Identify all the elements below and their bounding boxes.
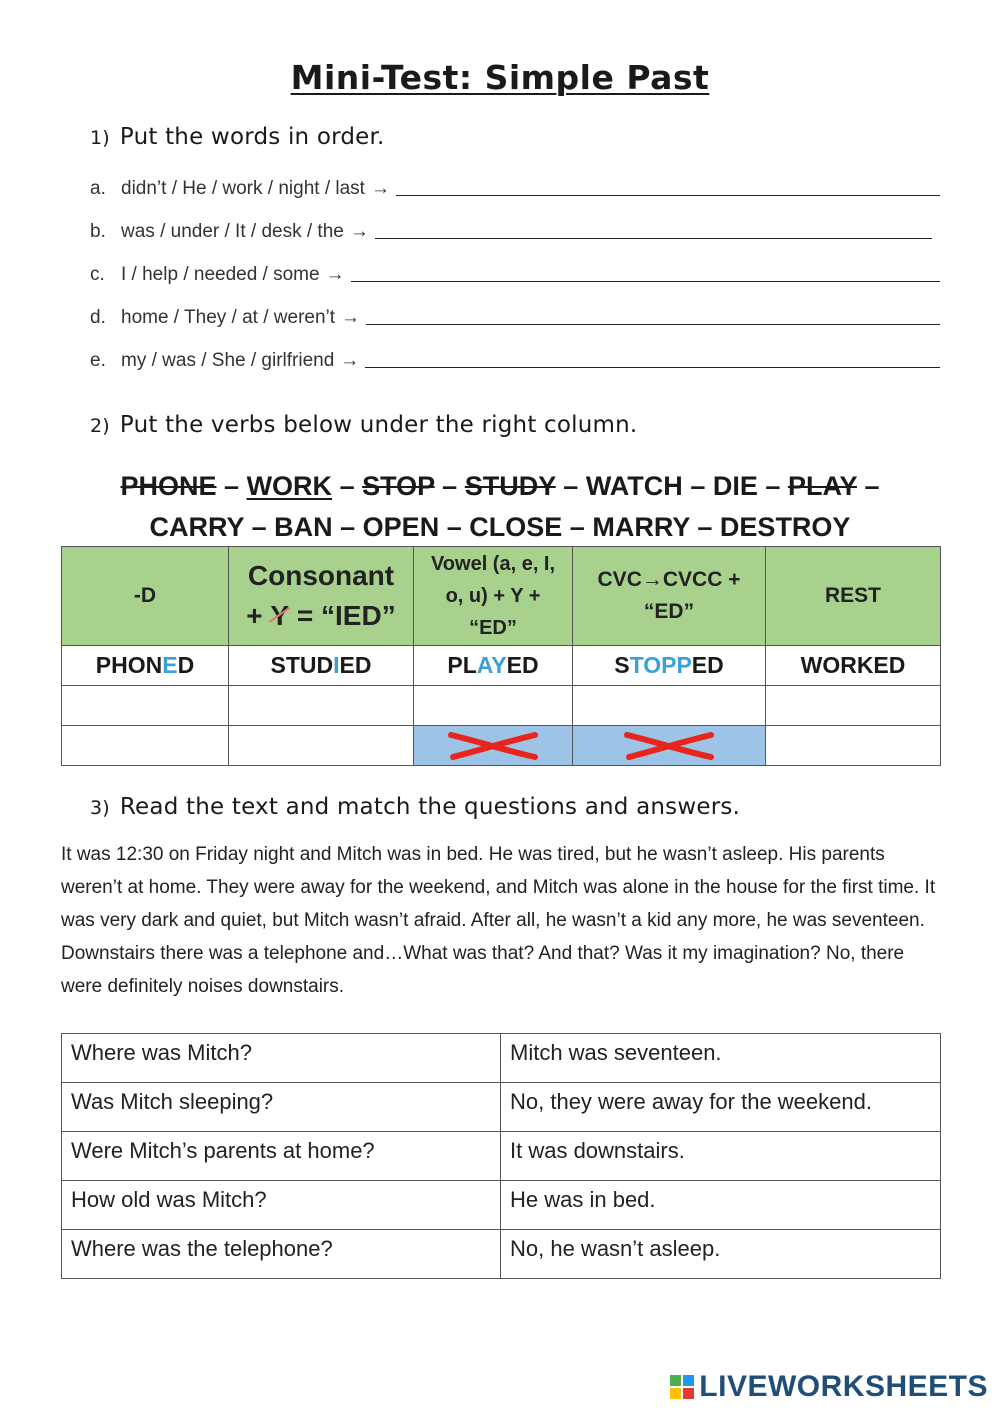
section-1-heading [90,124,385,150]
verb-word[interactable]: PLAY [787,471,857,501]
item-letter: c. [90,264,105,285]
verb-separator: – [569,512,585,542]
table-header-row [62,547,941,646]
arrow-right-icon: → [340,350,360,371]
example-studied: STUDIED [229,646,414,686]
answer-line[interactable] [365,347,940,368]
page-title: Mini-Test: Simple Past [290,58,710,97]
word-order-item [90,286,940,329]
item-letter: a. [90,178,106,199]
answer-row [62,686,941,726]
word-order-item [90,329,940,372]
blocked-cell [414,726,573,766]
example-stopped: STOPPED [573,646,766,686]
item-letter: d. [90,307,106,328]
scrambled-words: didn’t / He / work / night / last [121,178,365,199]
example-row [62,646,941,686]
answer-cell[interactable] [766,726,941,766]
verb-separator: – [563,471,579,501]
arrow-right-icon: → [349,221,369,242]
header-rest: REST [766,547,941,646]
verb-word[interactable]: WATCH [585,471,683,501]
question-cell[interactable]: Where was Mitch? [62,1034,501,1083]
answer-option-cell[interactable]: He was in bed. [501,1181,941,1230]
cross-icon [623,731,715,761]
section-1-number: 1) [90,127,110,149]
header-consonant [229,547,414,646]
answer-option-cell[interactable]: It was downstairs. [501,1132,941,1181]
verb-word[interactable]: BAN [274,512,333,542]
blocked-cell [573,726,766,766]
logo-mark-icon [669,1374,695,1400]
example-played: PLAYED [414,646,573,686]
table-row [62,1034,941,1083]
verb-separator: – [224,471,240,501]
scrambled-words: home / They / at / weren’t [121,307,336,328]
verb-word[interactable]: DESTROY [719,512,851,542]
example-worked: WORKED [766,646,941,686]
verb-word[interactable]: MARRY [592,512,690,542]
liveworksheets-logo [669,1370,988,1404]
answer-cell[interactable] [766,686,941,726]
section-2-heading [90,412,637,438]
answer-cell[interactable] [229,726,414,766]
header-consonant-y: Y [270,596,289,636]
reading-text: It was 12:30 on Friday night and Mitch was in bed. He was tired, but he wasn’t asleep. His parents weren’t at home. They were away for the weekend, and Mitch was alone in the house for the first time. It was very dark and quiet, but Mitch wasn’t afraid. After all, he wasn’t a kid any more, he was seventeen. Downstairs there was a telephone and…What was that? And that? Was it my imagination? No, there were definitely noises downstairs. [61,844,936,997]
verb-word[interactable]: DIE [712,471,758,501]
answer-cell[interactable] [62,726,229,766]
verb-separator: – [697,512,713,542]
verb-separator: – [339,471,355,501]
arrow-right-icon: → [370,178,390,199]
verb-separator: – [864,471,880,501]
header-d: -D [62,547,229,646]
match-table [61,1033,941,1279]
section-2-number: 2) [90,415,110,437]
verb-separator: – [765,471,781,501]
answer-line[interactable] [366,304,940,325]
scrambled-words: I / help / needed / some [121,264,320,285]
item-letter: b. [90,221,106,242]
answer-line[interactable] [396,175,940,196]
answer-option-cell[interactable]: No, he wasn’t asleep. [501,1230,941,1279]
verb-word[interactable]: STOP [362,471,435,501]
verb-separator: – [690,471,706,501]
section-2-instruction: Put the verbs below under the right column. [119,412,638,438]
question-cell[interactable]: Was Mitch sleeping? [62,1083,501,1132]
section-3-instruction: Read the text and match the questions and answers. [119,794,741,820]
verb-separator: – [442,471,458,501]
verb-word[interactable]: CARRY [149,512,245,542]
section-3-number: 3) [90,797,110,819]
word-order-item [90,243,940,286]
answer-option-cell[interactable]: No, they were away for the weekend. [501,1083,941,1132]
answer-cell[interactable] [229,686,414,726]
header-consonant-rest: = “IED” [296,600,396,631]
word-order-list [90,157,940,372]
verb-word[interactable]: PHONE [120,471,217,501]
verb-separator: – [251,512,267,542]
logo-text: LIVEWORKSHEETS [699,1370,988,1403]
header-cvc: CVC→CVCC + “ED” [573,547,766,646]
answer-cell[interactable] [573,686,766,726]
table-row [62,1083,941,1132]
answer-line[interactable] [375,218,932,239]
answer-option-cell[interactable]: Mitch was seventeen. [501,1034,941,1083]
word-order-item [90,200,940,243]
table-row [62,1181,941,1230]
answer-cell[interactable] [414,686,573,726]
answer-line[interactable] [351,261,940,282]
header-consonant-line1: Consonant [247,560,395,591]
arrow-right-icon: → [341,307,361,328]
section-1-instruction: Put the words in order. [119,124,385,150]
word-order-item [90,157,940,200]
verb-word[interactable]: OPEN [362,512,440,542]
header-consonant-plus: + [246,600,263,631]
verb-separator: – [340,512,356,542]
verb-separator: – [446,512,462,542]
verb-word[interactable]: WORK [246,471,333,501]
answer-cell[interactable] [62,686,229,726]
section-3-heading [90,794,740,820]
table-row [62,1132,941,1181]
example-phoned: PHONED [62,646,229,686]
answer-row [62,726,941,766]
verb-word[interactable]: STUDY [464,471,556,501]
table-row [62,1230,941,1279]
question-cell[interactable]: How old was Mitch? [62,1181,501,1230]
scrambled-words: my / was / She / girlfriend [121,350,335,371]
scrambled-words: was / under / It / desk / the [121,221,344,242]
cross-icon [447,731,539,761]
question-cell[interactable]: Were Mitch’s parents at home? [62,1132,501,1181]
verb-bank [0,466,1000,548]
verb-columns-table [61,546,941,766]
question-cell[interactable]: Where was the telephone? [62,1230,501,1279]
arrow-right-icon: → [325,264,345,285]
verb-word[interactable]: CLOSE [469,512,563,542]
header-vowel: Vowel (a, e, I, o, u) + Y + “ED” [414,547,573,646]
item-letter: e. [90,350,106,371]
